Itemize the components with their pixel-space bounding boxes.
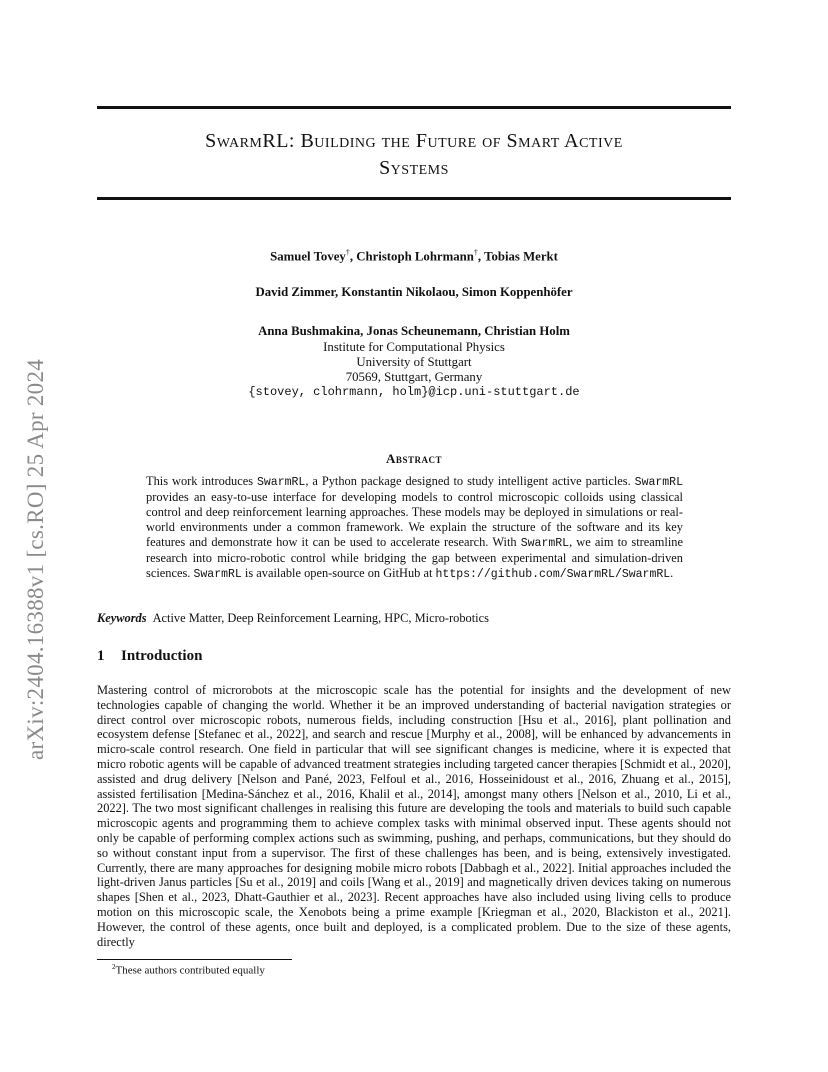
abstract-heading: Abstract — [386, 451, 442, 466]
author-line-1: Samuel Tovey†, Christoph Lohrmann†, Tobias Merkt — [270, 248, 558, 264]
abstract-span: This work introduces — [146, 474, 257, 488]
abstract-span: , a Python package designed to study intelligent active particles. — [305, 474, 635, 488]
author-line-2: David Zimmer, Konstantin Nikolaou, Simon Koppenhöfer — [255, 285, 573, 299]
footnote-text: These authors contributed equally — [115, 964, 265, 977]
equal-contribution-mark: † — [473, 248, 478, 257]
github-link[interactable]: https://github.com/SwarmRL/SwarmRL — [435, 568, 671, 581]
affiliation-institute: Institute for Computational Physics — [323, 340, 505, 354]
affiliation-address: 70569, Stuttgart, Germany — [345, 370, 483, 384]
abstract-span: is available open-source on GitHub at — [241, 566, 436, 580]
section-title: Introduction — [121, 648, 203, 664]
package-name: SwarmRL — [257, 476, 306, 489]
author-name: Christoph Lohrmann — [356, 249, 474, 264]
abstract-span: provides an easy-to-use interface for developing models to control microscopic colloids using classical control and deep reinforcement learning approaches. These models may be deployed in simulations or real-world environments under a common framework. We explain the structure of the software and its key features and demonstrate how it can be used to accelerate research. With — [146, 490, 683, 549]
keywords-text: Active Matter, Deep Reinforcement Learning, HPC, Micro-robotics — [152, 611, 489, 625]
author-block — [97, 244, 731, 400]
title-line-2: Systems — [379, 157, 449, 179]
title-line-1: SwarmRL: Building the Future of Smart Active — [205, 130, 623, 152]
author-line-3: Anna Bushmakina, Jonas Scheunemann, Christian Holm — [258, 324, 570, 338]
abstract-span: . — [670, 566, 674, 580]
author-emails: {stovey, clohrmann, holm}@icp.uni-stuttgart.de — [248, 385, 580, 399]
title-rule-bottom — [97, 197, 731, 200]
arxiv-identifier: arXiv:2404.16388v1 [cs.RO] 25 Apr 2024 — [23, 358, 48, 760]
keywords-line — [97, 611, 731, 626]
introduction-paragraph: Mastering control of microrobots at the microscopic scale has the potential for insights and the development of new technologies capable of changing the world. Whether it be an improved understanding of bacterial navigation strategies or direct control over microscopic robots, numerous fields, including construction [Hsu et al., 2016], plant pollination and ecosystem defense [Stefanec et al., 2022], and search and rescue [Murphy et al., 2008], will be enhanced by advancements in micro-scale control research. One field in particular that will see significant changes is medicine, where it is expected that micro robotic agents will be capable of advanced treatment strategies including targeted cancer therapies [Schmidt et al., 2020], assisted and drug delivery [Nelson and Pané, 2023, Felfoul et al., 2016, Hosseinidoust et al., 2016, Zhuang et al., 2015], assisted fertilisation [Medina-Sánchez et al., 2016, Khalil et al., 2014], amongst many others [Nelson et al., 2010, Li et al., 2022]. The two most significant challenges in realising this future are developing the tools and materials to build such capable microscopic agents and programming them to achieve complex tasks with minimal observed input. These agents should not only be capable of performing complex actions such as swimming, pushing, and perhaps, communications, but they should do so without constant input from a supervisor. The first of these challenges has been, and is being, extensively investigated. Currently, there are many approaches for designing mobile micro robots [Dabbagh et al., 2022]. Initial approaches included the light-driven Janus particles [Su et al., 2019] and coils [Wang et al., 2019] and magnetically driven devices taking on numerous shapes [Shen et al., 2023, Dhatt-Gauthier et al., 2023]. Recent approaches have also included using living cells to produce motion on this microscopic scale, the Xenobots being a prime example [Kriegman et al., 2020, Blackiston et al., 2021]. However, the control of these agents, once built and deployed, is a complicated problem. Due to the size of these agents, directly — [97, 683, 731, 949]
package-name: SwarmRL — [193, 568, 242, 581]
package-name: SwarmRL — [634, 476, 683, 489]
footnote — [112, 963, 265, 977]
package-name: SwarmRL — [520, 537, 570, 550]
title-rule-top — [97, 106, 731, 109]
affiliation-university: University of Stuttgart — [356, 355, 472, 369]
footnote-rule — [97, 959, 292, 960]
keywords-label: Keywords — [97, 611, 147, 625]
author-name: Tobias Merkt — [484, 249, 558, 264]
abstract-span: , we aim to streamline research into micro-robotic control while bridging the gap between experimental and simulation-driven sciences. — [146, 535, 683, 580]
author-name: Samuel Tovey — [270, 249, 346, 264]
section-heading-introduction — [97, 648, 202, 665]
equal-contribution-mark: † — [345, 248, 350, 257]
section-number: 1 — [97, 648, 105, 664]
abstract-text — [146, 474, 683, 582]
footnote-mark: 2 — [112, 963, 116, 971]
paper-title — [97, 128, 731, 182]
